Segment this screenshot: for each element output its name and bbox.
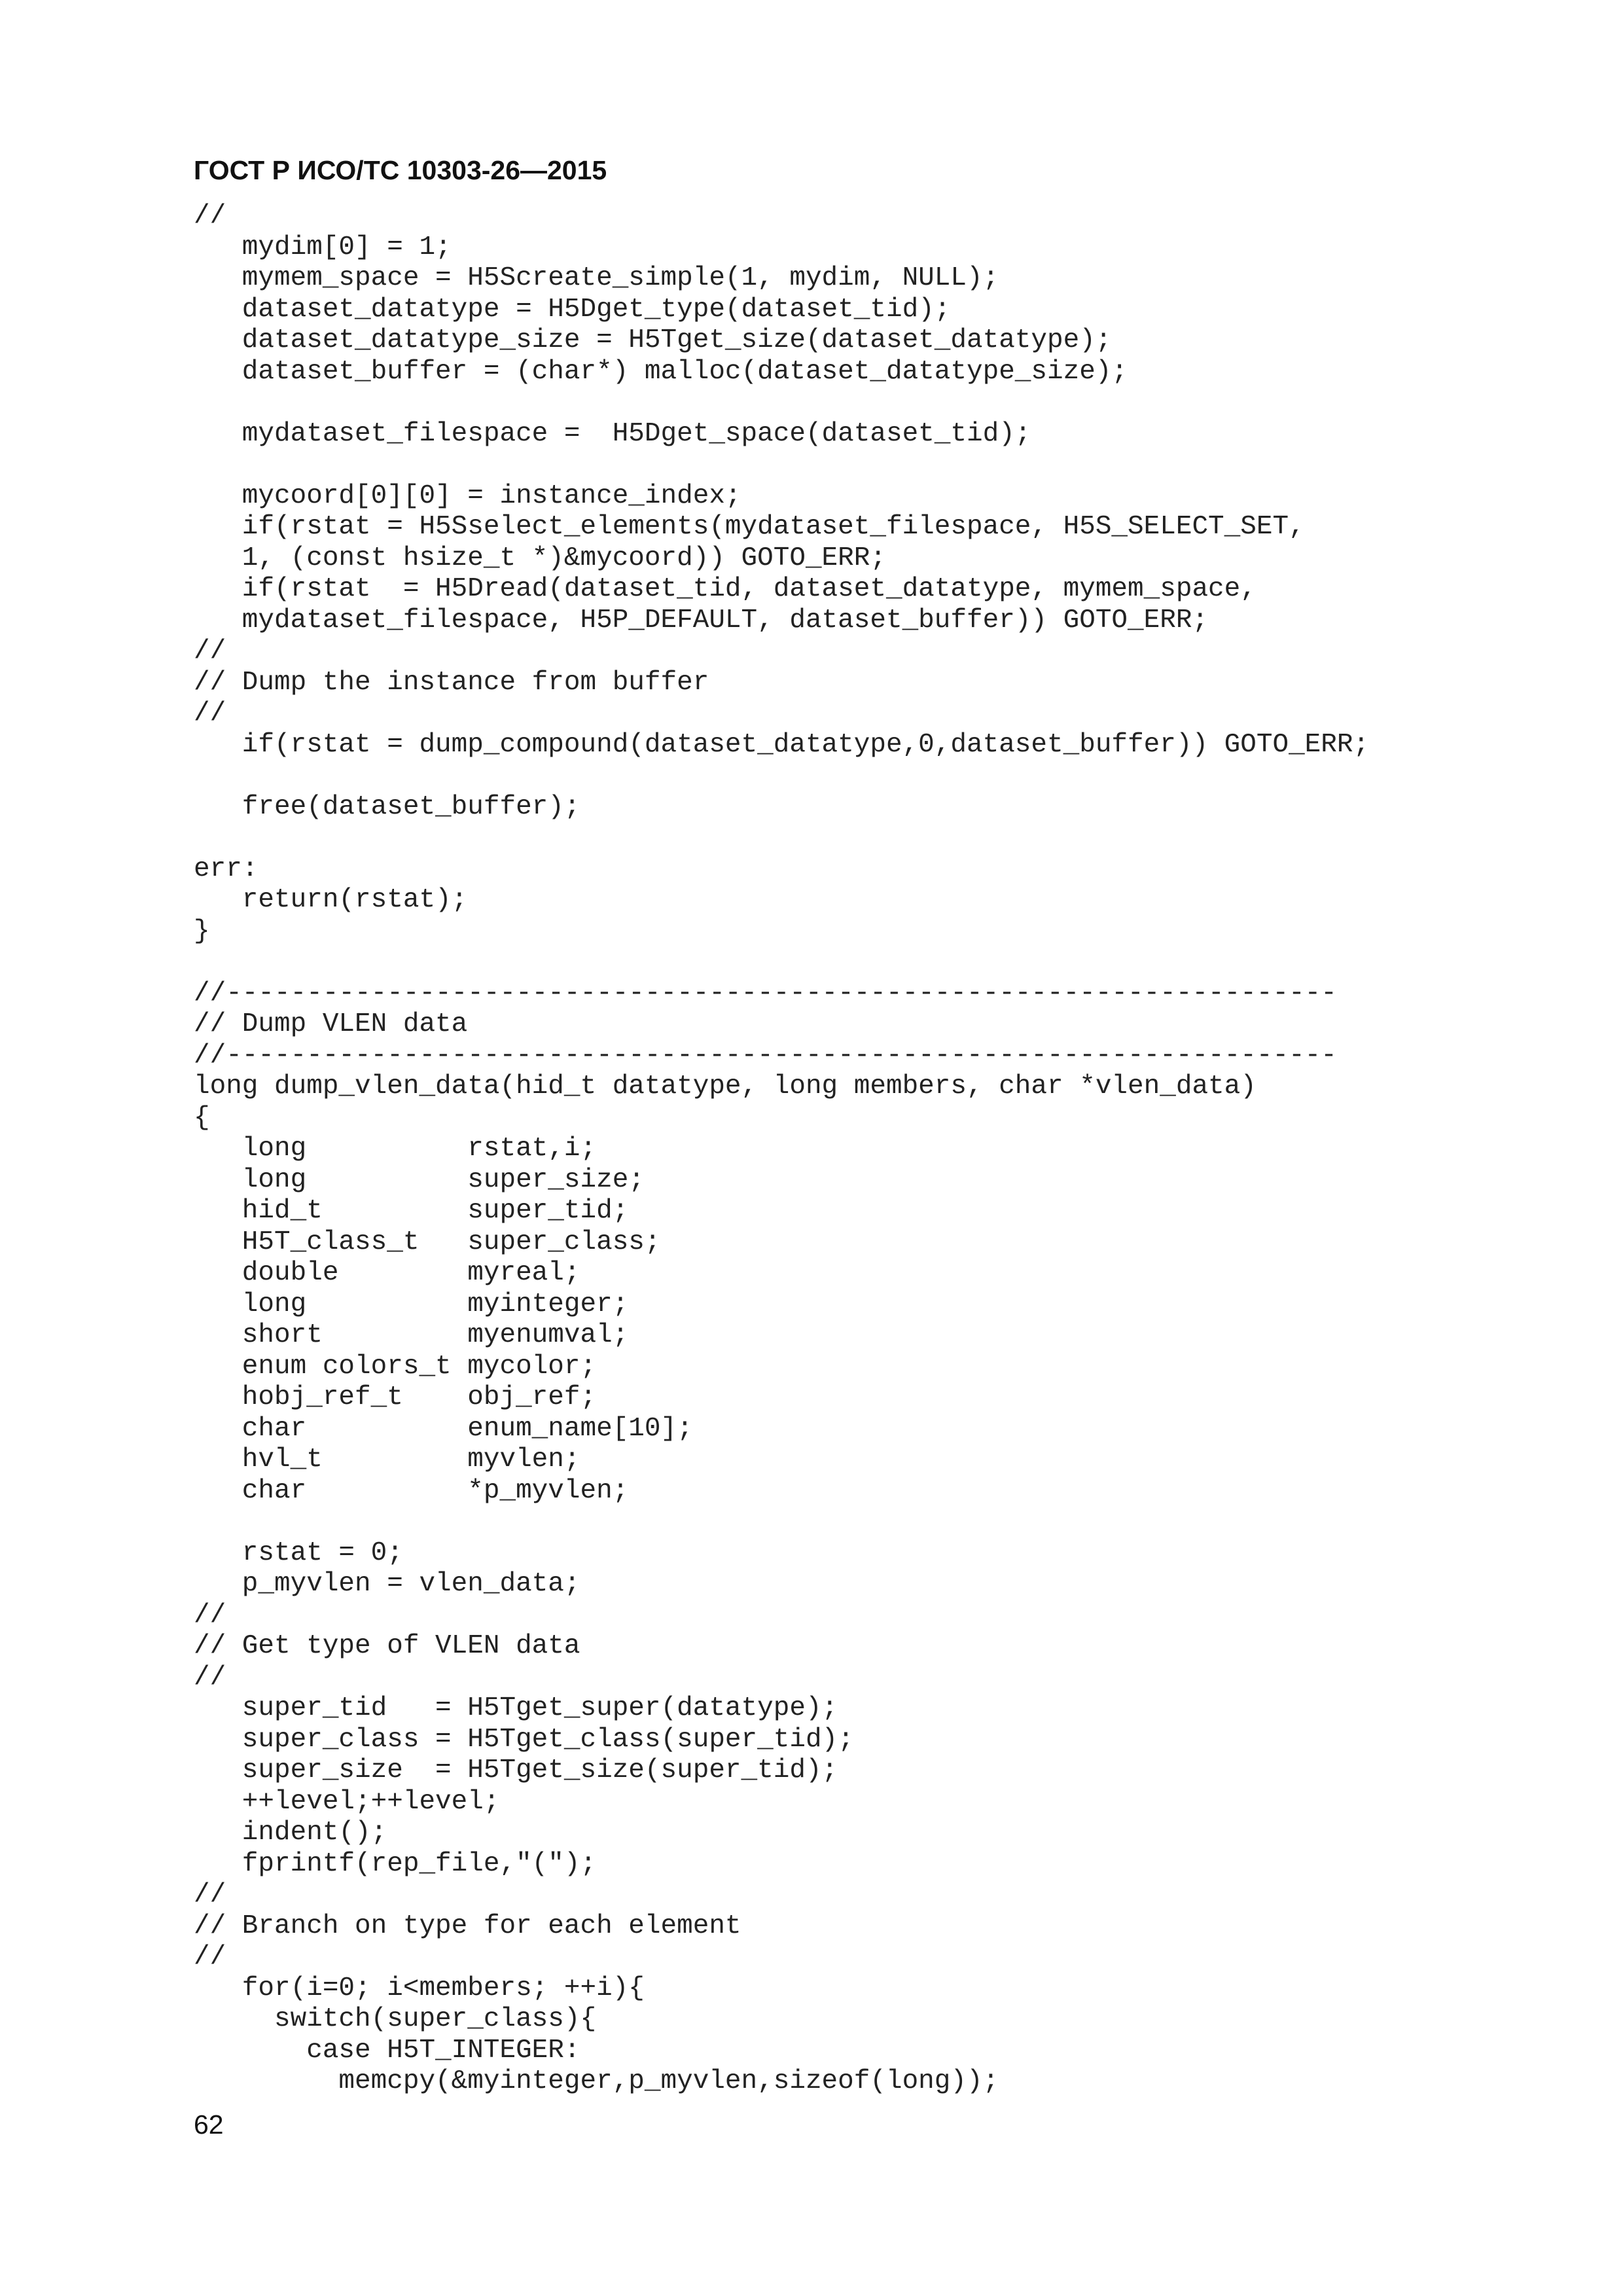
- code-line: p_myvlen = vlen_data;: [194, 1569, 580, 1599]
- code-line: super_class = H5Tget_class(super_tid);: [194, 1724, 854, 1755]
- code-line: [194, 450, 1369, 481]
- code-line: for(i=0; i<members; ++i){: [194, 1973, 645, 2003]
- code-line: long rstat,i;: [194, 1134, 597, 1164]
- page-header-title: ГОСТ Р ИСО/ТС 10303-26—2015: [194, 155, 607, 185]
- code-line: mydataset_filespace, H5P_DEFAULT, dataset_buffer)) GOTO_ERR;: [194, 605, 1209, 636]
- code-line: indent();: [194, 1818, 387, 1848]
- code-line: //---------------------------------------------------------------------: [194, 1040, 1337, 1071]
- code-line: rstat = 0;: [194, 1537, 403, 1568]
- code-line: //: [194, 698, 226, 728]
- code-line: [194, 387, 1369, 419]
- code-line: char *p_myvlen;: [194, 1475, 629, 1506]
- code-line: err:: [194, 853, 259, 884]
- code-line: }: [194, 916, 210, 946]
- code-line: H5T_class_t super_class;: [194, 1227, 661, 1257]
- code-line: short myenumval;: [194, 1320, 629, 1350]
- code-line: [194, 947, 1369, 978]
- code-line: //---------------------------------------------------------------------: [194, 978, 1337, 1009]
- code-line: free(dataset_buffer);: [194, 791, 580, 822]
- code-line: //: [194, 1942, 226, 1972]
- code-line: char enum_name[10];: [194, 1413, 693, 1444]
- code-line: //: [194, 1600, 226, 1630]
- code-line: // Branch on type for each element: [194, 1910, 741, 1941]
- code-line: memcpy(&myinteger,p_myvlen,sizeof(long));: [194, 2066, 999, 2096]
- code-line: if(rstat = H5Sselect_elements(mydataset_filespace, H5S_SELECT_SET,: [194, 512, 1305, 542]
- code-line: mydataset_filespace = H5Dget_space(dataset_tid);: [194, 418, 1031, 449]
- code-line: //: [194, 1880, 226, 1910]
- code-line: [194, 1507, 1369, 1538]
- code-line: hvl_t myvlen;: [194, 1444, 580, 1475]
- code-line: enum colors_t mycolor;: [194, 1351, 597, 1382]
- code-line: // Dump VLEN data: [194, 1009, 468, 1039]
- code-line: if(rstat = dump_compound(dataset_datatype,0,dataset_buffer)) GOTO_ERR;: [194, 729, 1370, 760]
- code-line: fprintf(rep_file,"(");: [194, 1848, 597, 1879]
- code-line: // Dump the instance from buffer: [194, 667, 709, 698]
- code-line: hid_t super_tid;: [194, 1196, 629, 1226]
- code-line: long dump_vlen_data(hid_t datatype, long members, char *vlen_data): [194, 1071, 1257, 1102]
- code-line: mycoord[0][0] = instance_index;: [194, 480, 741, 511]
- code-line: {: [194, 1102, 210, 1133]
- code-line: dataset_datatype = H5Dget_type(dataset_tid);: [194, 294, 951, 325]
- code-line: // Get type of VLEN data: [194, 1631, 580, 1661]
- code-line: mymem_space = H5Screate_simple(1, mydim, NULL);: [194, 263, 999, 293]
- code-line: double myreal;: [194, 1258, 580, 1288]
- code-listing: [194, 201, 1369, 2098]
- code-line: hobj_ref_t obj_ref;: [194, 1382, 597, 1412]
- code-line: //: [194, 201, 226, 231]
- code-line: ++level;++level;: [194, 1786, 500, 1817]
- code-line: //: [194, 636, 226, 666]
- code-line: 1, (const hsize_t *)&mycoord)) GOTO_ERR;: [194, 543, 886, 573]
- code-line: [194, 761, 1369, 792]
- code-line: switch(super_class){: [194, 2004, 597, 2034]
- code-line: mydim[0] = 1;: [194, 232, 452, 262]
- code-line: dataset_buffer = (char*) malloc(dataset_datatype_size);: [194, 356, 1128, 387]
- code-line: return(rstat);: [194, 885, 468, 915]
- code-line: long super_size;: [194, 1164, 645, 1195]
- code-line: [194, 823, 1369, 854]
- code-line: long myinteger;: [194, 1289, 629, 1319]
- code-line: if(rstat = H5Dread(dataset_tid, dataset_datatype, mymem_space,: [194, 574, 1257, 604]
- code-line: super_size = H5Tget_size(super_tid);: [194, 1755, 838, 1785]
- code-line: super_tid = H5Tget_super(datatype);: [194, 1693, 838, 1723]
- code-line: //: [194, 1662, 226, 1693]
- code-line: dataset_datatype_size = H5Tget_size(dataset_datatype);: [194, 325, 1112, 355]
- code-line: case H5T_INTEGER:: [194, 2035, 580, 2066]
- page-number: 62: [194, 2109, 224, 2140]
